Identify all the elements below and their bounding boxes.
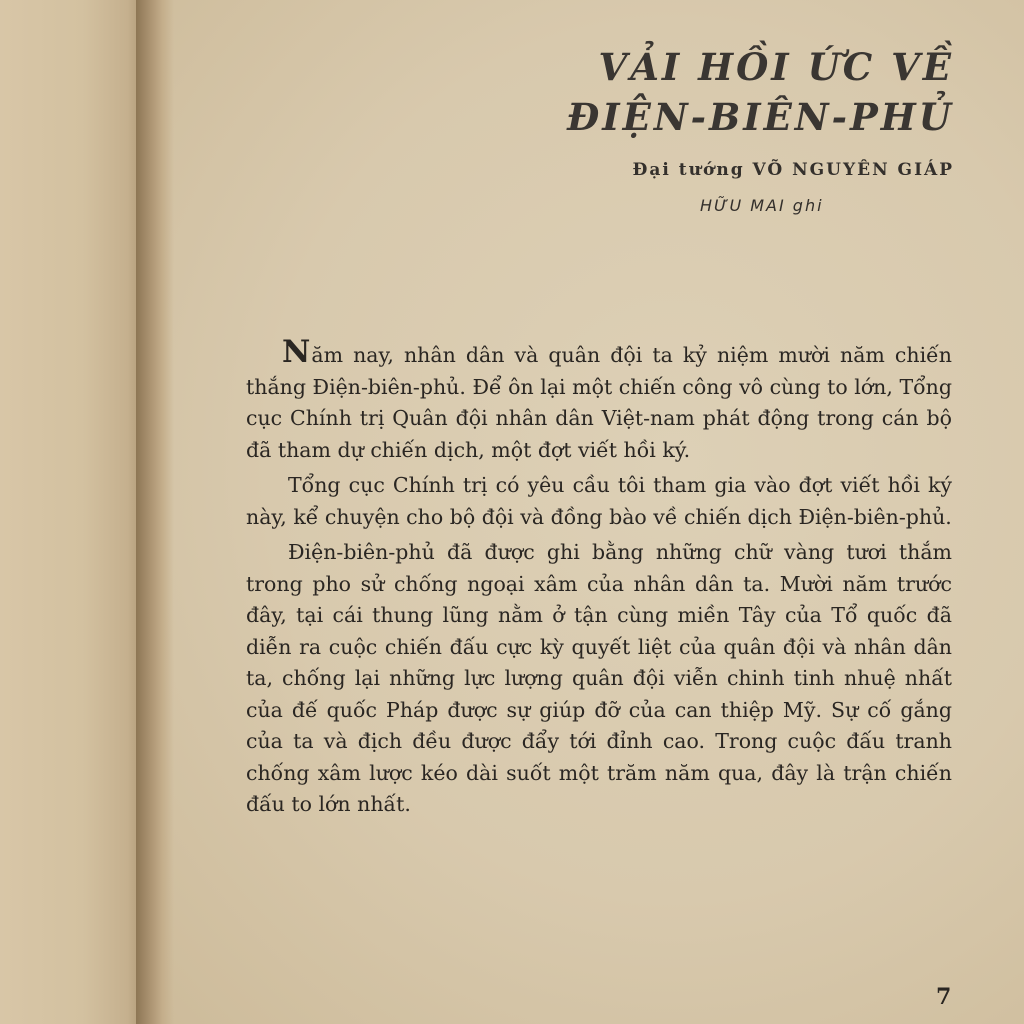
page-number: 7 (936, 984, 952, 1010)
body-text (246, 334, 952, 825)
paragraph-3: Điện-biên-phủ đã được ghi bằng những chữ vàng tươi thắm trong pho sử chống ngoại xâm của nhân dân ta. Mười năm trước đây, tại cái thung lũng nằm ở tận cùng miền Tây của Tổ quốc đã diễn ra cuộc chiến đấu cực kỳ quyết liệt của quân đội và nhân dân ta, chống lại những lực lượng quân đội viễn chinh tinh nhuệ nhất của đế quốc Pháp được sự giúp đỡ của can thiệp Mỹ. Sự cố gắng của ta và địch đều được đẩy tới đỉnh cao. Trong cuộc đấu tranh chống xâm lược kéo dài suốt một trăm năm qua, đây là trận chiến đấu to lớn nhất. (246, 540, 952, 816)
chapter-title (567, 42, 954, 142)
paragraph-1-text: ăm nay, nhân dân và quân đội ta kỷ niệm mười năm chiến thắng Điện-biên-phủ. Để ôn lại một chiến công vô cùng to lớn, Tổng cục Chính trị Quân đội nhân dân Việt-nam phát động trong cán bộ đã tham dự chiến dịch, một đợt viết hồi ký. (246, 343, 952, 462)
recorder-line: HỮU MAI ghi (700, 196, 824, 215)
paragraph-1 (246, 334, 952, 466)
left-page (0, 0, 150, 1024)
chapter-title-line-2: ĐIỆN-BIÊN-PHỦ (566, 95, 954, 139)
chapter-title-line-1: VẢI HỒI ỨC VỀ (598, 45, 954, 89)
book-gutter (136, 0, 174, 1024)
drop-cap: N (282, 334, 312, 370)
author-line: Đại tướng VÕ NGUYÊN GIÁP (632, 160, 954, 180)
paragraph-2: Tổng cục Chính trị có yêu cầu tôi tham gia vào đợt viết hồi ký này, kể chuyện cho bộ đội và đồng bào về chiến dịch Điện-biên-phủ. (246, 473, 952, 529)
